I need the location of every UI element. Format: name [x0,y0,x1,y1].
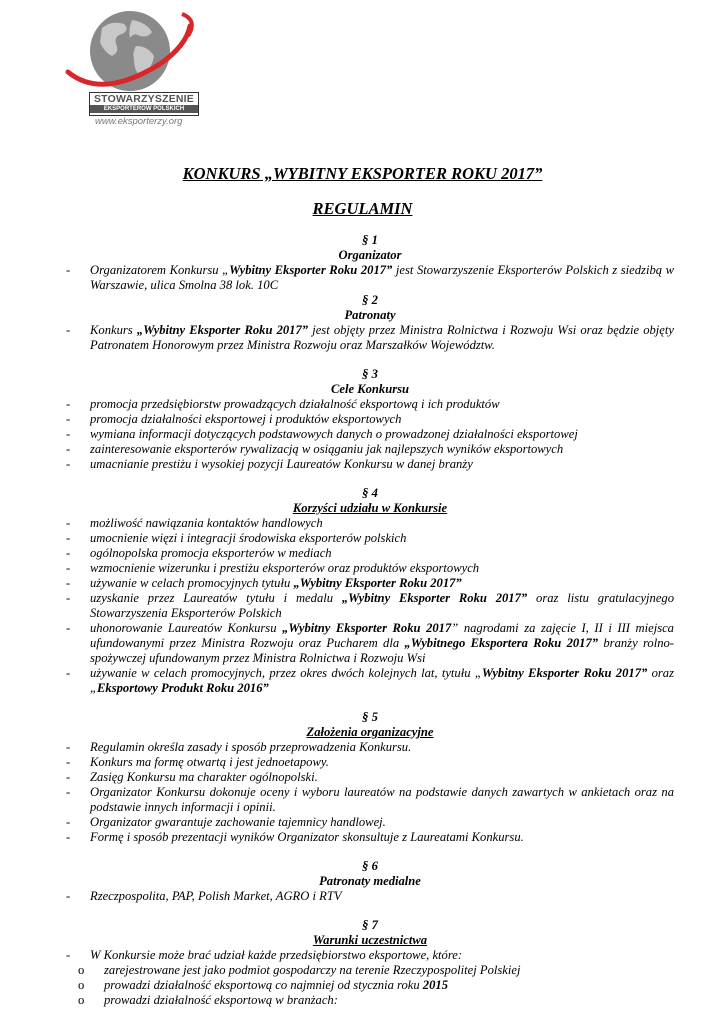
organization-logo [62,6,202,126]
bullet-dash: - [66,427,71,441]
bold-text: „Wybitny Eksporter Roku 2017” [293,576,462,590]
bullet-dash: - [66,323,71,337]
logo-subname: EKSPORTERÓW POLSKICH [90,105,198,113]
text-run: ” nagrodami za zajęcie I, II i III miejsca ufundowanymi przez Ministra Rozwoju oraz Pucharem dla [90,621,674,650]
text-run: wymiana informacji dotyczących podstawowych danych o prowadzonej działalności eksportowej [90,427,578,441]
section-number: § 7 [362,918,378,932]
list-item [66,621,674,666]
list-item [66,948,674,963]
bold-text: „Wybitny Eksporter Roku 2017” [341,591,528,605]
section-spacer [66,472,674,486]
section-title: Cele Konkursu [330,382,410,396]
section-number: § 3 [362,367,378,381]
text-run: promocja działalności eksportowej i produktów eksportowych [90,412,402,426]
bold-text: 2015 [422,978,448,992]
bullet-dash: - [66,770,71,784]
bullet-dash: - [66,412,71,426]
regulations-body [66,233,674,1008]
logo-name: STOWARZYSZENIE [93,93,195,105]
text-run: Regulamin określa zasady i sposób przeprowadzenia Konkursu. [90,740,412,754]
text-run: zainteresowanie eksporterów rywalizacją w osiąganiu jak najlepszych wyników eksportowych [90,442,564,456]
text-run: prowadzi działalność eksportową w branżach: [104,993,338,1007]
list-item [66,263,674,293]
text-run: używanie w celach promocyjnych, przez okres dwóch kolejnych lat, tytułu „ [90,666,482,680]
text-run: branży rolno-spożywczej ufundowanym przez Ministra Rolnictwa i Rozwoju Wsi [90,636,674,665]
text-run: ogólnopolska promocja eksporterów w mediach [90,546,332,560]
list-item [66,412,674,427]
list-item [66,516,674,531]
logo-badge [89,92,199,116]
text-run: Konkurs [90,323,137,337]
list-item [66,666,674,696]
bullet-dash: - [66,948,71,962]
bullet-dash: - [66,591,71,605]
section-number: § 2 [362,293,378,307]
bullet-circle: o [78,978,85,992]
text-run: umocnienie więzi i integracji środowiska eksporterów polskich [90,531,407,545]
list-item [66,546,674,561]
section-spacer [66,904,674,918]
text-run: prowadzi działalność eksportową co najmniej od stycznia roku [104,978,423,992]
text-run: wzmocnienie wizerunku i prestiżu eksporterów oraz produktów eksportowych [90,561,480,575]
list-item [66,591,674,621]
text-run: Organizatorem Konkursu „ [90,263,230,277]
list-item [66,323,674,353]
list-item [66,889,674,904]
text-run: oraz listu gratulacyjnego Stowarzyszenia Eksporterów Polskich [90,591,675,620]
section-title: Warunki uczestnictwa [312,933,428,947]
list-item [66,815,674,830]
section-spacer [66,696,674,710]
section-number: § 6 [362,859,378,873]
sub-list-item [66,978,674,993]
section-title: Patronaty [344,308,396,322]
list-item [66,561,674,576]
bullet-dash: - [66,457,71,471]
bullet-dash: - [66,830,71,844]
document-title: KONKURS „WYBITNY EKSPORTER ROKU 2017” [182,164,543,183]
list-item [66,770,674,785]
bullet-dash: - [66,546,71,560]
section-spacer [66,845,674,859]
text-run: jest objęty przez Ministra Rolnictwa i Rozwoju Wsi oraz będzie objęty Patronatem Honorowym przez Ministra Rozwoju oraz Marszałków Województw. [90,323,674,352]
text-run: używanie w celach promocyjnych tytułu [90,576,294,590]
list-item [66,755,674,770]
section-number: § 1 [362,233,378,247]
text-run: W Konkursie może brać udział każde przedsiębiorstwo eksportowe, które: [90,948,463,962]
text-run: Konkurs ma formę otwartą i jest jednoetapowy. [90,755,329,769]
bullet-dash: - [66,397,71,411]
bullet-dash: - [66,576,71,590]
logo-url[interactable]: www.eksporterzy.org [95,116,183,127]
text-run: uzyskanie przez Laureatów tytułu i medalu [90,591,342,605]
bold-text: Wybitny Eksporter Roku 2017” [481,666,648,680]
bullet-dash: - [66,516,71,530]
text-run: oraz „ [90,666,674,695]
bullet-dash: - [66,561,71,575]
bullet-dash: - [66,815,71,829]
text-run: możliwość nawiązania kontaktów handlowych [90,516,323,530]
bullet-dash: - [66,442,71,456]
bullet-dash: - [66,621,71,635]
text-run: jest Stowarzyszenie Eksporterów Polskich z siedzibą w Warszawie, ulica Smolna 38 lok. 10C [90,263,674,292]
text-run: uhonorowanie Laureatów Konkursu [90,621,283,635]
section-title: Założenia organizacyjne [306,725,434,739]
text-run: umacnianie prestiżu i wysokiej pozycji Laureatów Konkursu w danej branży [90,457,473,471]
text-run: Rzeczpospolita, PAP, Polish Market, AGRO i RTV [90,889,342,903]
list-item [66,785,674,815]
bullet-dash: - [66,889,71,903]
text-run: Organizator Konkursu dokonuje oceny i wyboru laureatów na podstawie danych zawartych w ankietach oraz na podstawie innych informacji i opinii. [90,785,674,814]
text-run: Formę i sposób prezentacji wyników Organizator skonsultuje z Laureatami Konkursu. [90,830,524,844]
bold-text: „Wybitnego Eksportera Roku 2017” [404,636,599,650]
section-title: Organizator [338,248,402,262]
list-item [66,576,674,591]
bullet-dash: - [66,531,71,545]
text-run: Zasięg Konkursu ma charakter ogólnopolski. [90,770,318,784]
section-number: § 5 [362,710,378,724]
bullet-dash: - [66,740,71,754]
list-item [66,427,674,442]
list-item [66,830,674,845]
globe-icon [62,6,202,101]
sub-list-item [66,963,674,978]
list-item [66,397,674,412]
section-number: § 4 [362,486,378,500]
bullet-dash: - [66,785,71,799]
list-item [66,442,674,457]
bullet-circle: o [78,993,85,1007]
bold-text: „Wybitny Eksporter Roku 2017 [282,621,452,635]
bullet-circle: o [78,963,85,977]
bullet-dash: - [66,263,71,277]
section-spacer [66,353,674,367]
document-subtitle: REGULAMIN [312,199,413,218]
text-run: zarejestrowane jest jako podmiot gospodarczy na terenie Rzeczypospolitej Polskiej [104,963,521,977]
bold-text: Wybitny Eksporter Roku 2017” [229,263,393,277]
section-title: Patronaty medialne [319,874,421,888]
bold-text: „Wybitny Eksporter Roku 2017” [136,323,309,337]
text-run: promocja przedsiębiorstw prowadzących działalność eksportową i ich produktów [90,397,500,411]
list-item [66,531,674,546]
sub-list-item [66,993,674,1008]
list-item [66,740,674,755]
section-title: Korzyści udziału w Konkursie [292,501,448,515]
bold-text: Eksportowy Produkt Roku 2016” [97,681,269,695]
list-item [66,457,674,472]
text-run: Organizator gwarantuje zachowanie tajemnicy handlowej. [90,815,386,829]
bullet-dash: - [66,755,71,769]
bullet-dash: - [66,666,71,680]
